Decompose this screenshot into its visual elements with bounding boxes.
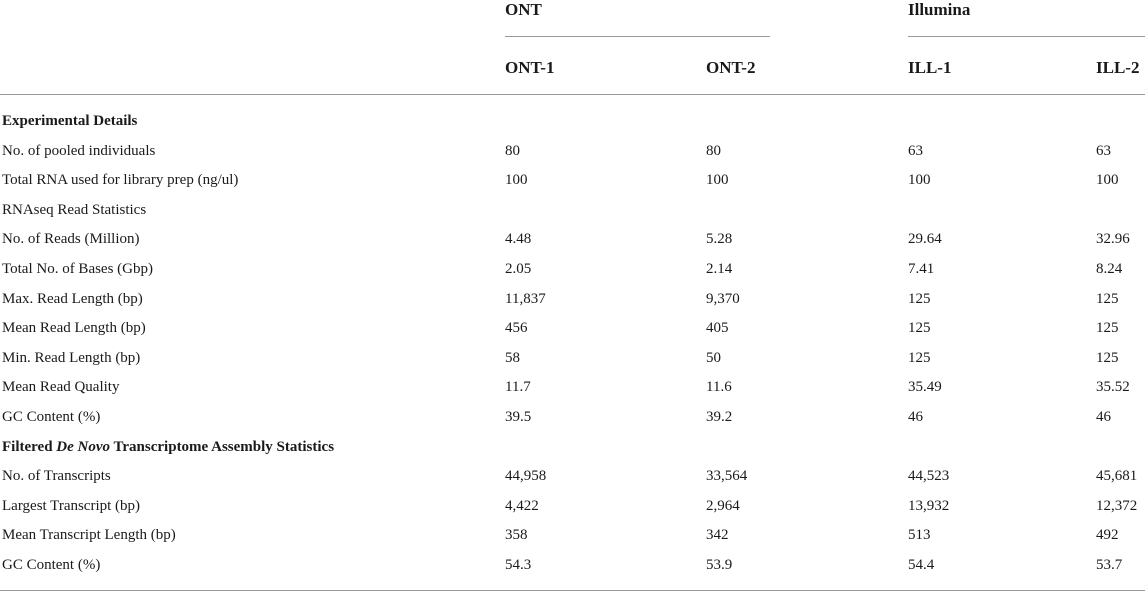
- cell-ill-2: 53.7: [1096, 557, 1123, 573]
- cell-ill-2: 125: [1096, 320, 1119, 337]
- cell-ill-1: 125: [908, 349, 931, 366]
- table-row: [0, 314, 1145, 343]
- cell-ont-1: 11.7: [505, 379, 531, 396]
- cell-ill-1: 13,932: [908, 497, 950, 514]
- cell-ill-1: 513: [908, 527, 931, 544]
- cell-ont-1: 39.5: [505, 409, 532, 425]
- row-label: No. of Reads (Million): [2, 231, 140, 248]
- cell-ill-1: 125: [908, 320, 931, 337]
- cell-ont-2: 2.14: [706, 261, 733, 277]
- cell-ill-2: 12,372: [1096, 497, 1138, 514]
- row-label: GC Content (%): [2, 557, 101, 573]
- row-label: Experimental Details: [2, 113, 138, 129]
- row-label: Total No. of Bases (Gbp): [2, 261, 154, 277]
- row-label: RNAseq Read Statistics: [2, 201, 147, 218]
- table-row: [0, 462, 1145, 491]
- cell-ill-2: 125: [1096, 349, 1119, 366]
- cell-ill-2: 63: [1096, 142, 1111, 159]
- bottom-rule: [0, 590, 1145, 591]
- row-label: Largest Transcript (bp): [2, 497, 141, 514]
- cell-ill-1: 7.41: [908, 261, 935, 277]
- section-header-row: [0, 433, 1145, 462]
- cell-ill-1: 44,523: [908, 468, 950, 485]
- cell-ont-1: 11,837: [505, 290, 546, 307]
- cell-ont-1: 58: [505, 349, 520, 366]
- cell-ill-1: 100: [908, 172, 931, 189]
- cell-ont-2: 5.28: [706, 231, 733, 248]
- cell-ont-2: 342: [706, 527, 729, 544]
- table-row: [0, 373, 1145, 402]
- row-label: No. of pooled individuals: [2, 142, 156, 159]
- cell-ill-2: 46: [1096, 409, 1111, 425]
- header-rule: [0, 94, 1145, 95]
- table-row: [0, 344, 1145, 373]
- table-row: [0, 196, 1145, 225]
- cell-ont-1: 4.48: [505, 231, 532, 248]
- row-label: Filtered De Novo Transcriptome Assembly Statistics: [2, 438, 335, 455]
- cell-ont-2: 33,564: [706, 468, 748, 485]
- cell-ill-2: 32.96: [1096, 231, 1130, 248]
- cell-ill-2: 492: [1096, 527, 1119, 544]
- row-label: GC Content (%): [2, 409, 101, 425]
- table-row: [0, 255, 1145, 284]
- table-row: [0, 137, 1145, 166]
- cell-ont-1: 54.3: [505, 557, 532, 573]
- table-row: [0, 225, 1145, 254]
- row-label: Min. Read Length (bp): [2, 349, 141, 366]
- group-rule-ont: [505, 36, 770, 37]
- row-label: Mean Read Quality: [2, 379, 120, 396]
- column-header-ont-2: ONT-2: [706, 58, 756, 77]
- table-row: [0, 166, 1145, 195]
- cell-ont-1: 2.05: [505, 261, 532, 277]
- column-header-ill-2: ILL-2: [1096, 58, 1140, 77]
- cell-ill-1: 125: [908, 290, 931, 307]
- cell-ill-2: 8.24: [1096, 261, 1123, 277]
- cell-ont-2: 9,370: [706, 290, 740, 307]
- cell-ont-2: 39.2: [706, 409, 733, 425]
- cell-ont-1: 456: [505, 320, 528, 337]
- row-label: Mean Transcript Length (bp): [2, 527, 176, 544]
- table-row: [0, 492, 1145, 521]
- cell-ont-2: 50: [706, 349, 721, 366]
- group-header-ont: ONT: [505, 0, 542, 19]
- row-label: No. of Transcripts: [2, 468, 111, 485]
- cell-ill-1: 29.64: [908, 231, 942, 248]
- cell-ill-2: 100: [1096, 172, 1119, 189]
- cell-ont-2: 405: [706, 320, 729, 337]
- row-label: Mean Read Length (bp): [2, 320, 146, 337]
- table-row: [0, 551, 1145, 580]
- row-label: Total RNA used for library prep (ng/ul): [2, 172, 239, 189]
- cell-ill-2: 45,681: [1096, 468, 1138, 485]
- cell-ont-1: 100: [505, 172, 528, 189]
- row-label: Max. Read Length (bp): [2, 290, 143, 307]
- cell-ont-2: 2,964: [706, 497, 740, 514]
- cell-ont-2: 53.9: [706, 557, 733, 573]
- column-header-ont-1: ONT-1: [505, 58, 555, 77]
- cell-ont-2: 80: [706, 142, 721, 159]
- cell-ont-1: 80: [505, 142, 520, 159]
- group-header-illumina: Illumina: [908, 0, 971, 19]
- cell-ont-2: 11.6: [706, 379, 732, 396]
- table-row: [0, 521, 1145, 550]
- cell-ont-1: 44,958: [505, 468, 547, 485]
- table-row: [0, 285, 1145, 314]
- section-header-row: [0, 107, 1145, 136]
- cell-ont-1: 358: [505, 527, 528, 544]
- cell-ill-2: 125: [1096, 290, 1119, 307]
- column-header-ill-1: ILL-1: [908, 58, 952, 77]
- cell-ont-2: 100: [706, 172, 729, 189]
- cell-ill-2: 35.52: [1096, 379, 1130, 396]
- cell-ill-1: 63: [908, 142, 923, 159]
- cell-ill-1: 35.49: [908, 379, 942, 396]
- cell-ill-1: 54.4: [908, 557, 935, 573]
- group-rule-illumina: [908, 36, 1145, 37]
- cell-ont-1: 4,422: [505, 497, 539, 514]
- table-row: [0, 403, 1145, 432]
- cell-ill-1: 46: [908, 409, 923, 425]
